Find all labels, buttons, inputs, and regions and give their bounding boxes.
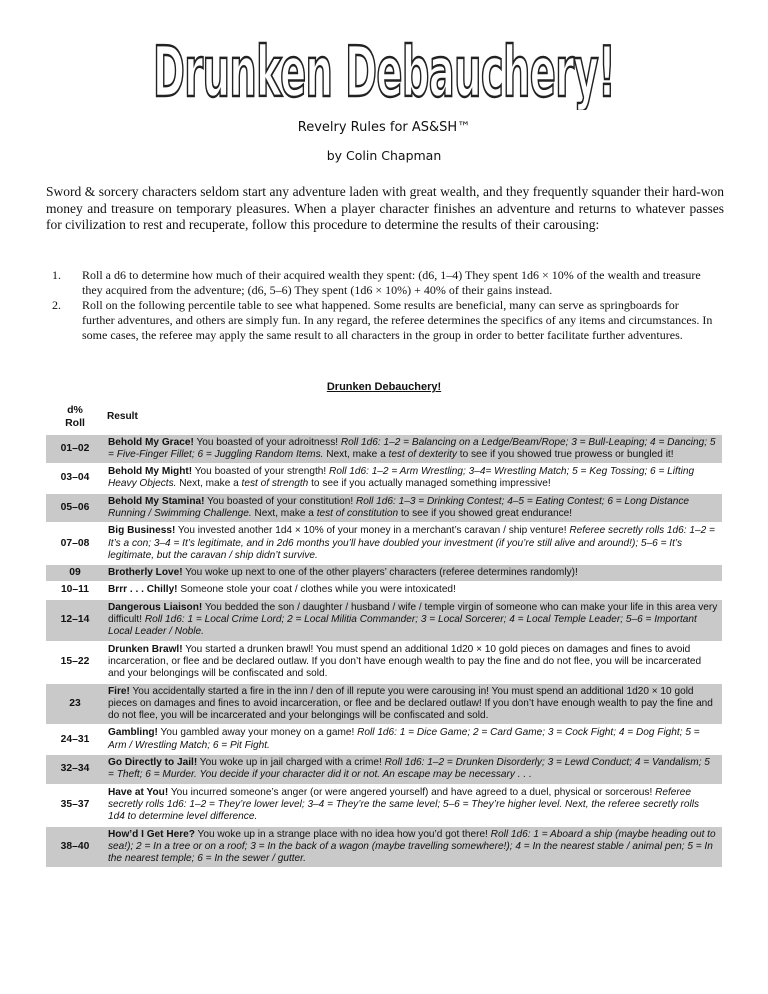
roll-range: 15–22 [46, 641, 104, 683]
roll-range: 38–40 [46, 826, 104, 867]
result-cell [104, 641, 722, 683]
result-text: to see if you showed true prowess or bungled it! [456, 448, 674, 460]
result-title: Have at You! [108, 786, 169, 798]
result-text: You boasted of your adroitness! [193, 436, 341, 448]
result-text: to see if you actually managed something impressive! [308, 478, 551, 490]
header-roll-line1: d% [67, 404, 83, 417]
result-title: Behold My Stamina! [108, 495, 205, 507]
roll-range: 05–06 [46, 493, 104, 523]
table-row [46, 683, 722, 725]
result-title: Drunken Brawl! [108, 643, 183, 655]
intro-paragraph: Sword & sorcery characters seldom start any adventure laden with great wealth, and they frequently squander their hard-won money and treasure on temporary pleasures. When a player character finishes an adventure and returns to whatever passes for civilization to rest and recuperate, follow this procedure to determine the results of their carousing: [46, 184, 724, 232]
table-row [46, 464, 722, 494]
italic-text: Roll 1d6: 1 = Aboard a ship (maybe heading out to sea!); 2 = In a tree or on a roof; 3 = In the back of a wagon (maybe travelling somewhere!); 4 = In the nearest stable / animal pen; 5 = In the nearest temple; 6 = In the sewer / gutter. [108, 828, 716, 865]
byline: by Colin Chapman [326, 148, 442, 163]
result-cell [104, 565, 722, 582]
header-roll [46, 400, 104, 434]
result-text: Next, make a [251, 507, 317, 519]
roll-range: 35–37 [46, 784, 104, 826]
roll-range: 10–11 [46, 582, 104, 599]
step-number: 2. [52, 298, 61, 312]
italic-text: Roll 1d6: 1–2 = Balancing on a Ledge/Beam/Rope; 3 = Bull-Leaping; 4 = Dancing; 5 = Five-Finger Fillet; 6 = Juggling Random Items. [108, 436, 716, 460]
procedure-step [52, 268, 714, 298]
italic-text: Roll 1d6: 1–2 = Arm Wrestling; 3–4= Wrestling Match; 5 = Keg Tossing; 6 = Lifting Heavy Objects. [108, 466, 695, 490]
result-text: Roll on the following percentile table to see what happened. Some results are beneficial, many can serve as springboards for further adventures, and others are simply fun. In any regard, the referee determines the specifics of any items and circumstances. In some cases, the referee may apply the same result to all characters in the group in order to better facilitate further adventures. [82, 298, 713, 342]
procedure-step [52, 298, 714, 343]
result-text: You woke up next to one of the other players’ characters (referee determines randomly)! [182, 567, 578, 579]
result-cell [104, 434, 722, 464]
italic-text: (d6, 5–6) [247, 283, 292, 297]
result-text: You bedded the son / daughter / husband / wife / temple virgin of someone who can make your life in this area very difficult! [108, 601, 718, 626]
result-text: You invested another 1d4 × 10% of your money in a merchant’s caravan / ship venture! [175, 525, 570, 537]
italic-text: test of strength [241, 478, 309, 490]
debauchery-table [46, 400, 722, 867]
italic-text: Roll 1d6: 1 = Dice Game; 2 = Card Game; 3 = Cock Fight; 4 = Dog Fight; 5 = Arm / Wrestling Match; 6 = Pit Fight. [108, 727, 700, 751]
result-text: You woke up in a strange place with no idea how you’d got there! [194, 828, 491, 840]
table-row [46, 434, 722, 464]
roll-range: 32–34 [46, 755, 104, 785]
result-title: How’d I Get Here? [108, 828, 195, 840]
table-row [46, 725, 722, 755]
table-row [46, 641, 722, 683]
step-number: 1. [52, 268, 61, 282]
table-body [46, 434, 722, 867]
roll-range: 24–31 [46, 725, 104, 755]
result-text: You incurred someone’s anger (or were angered yourself) and have agreed to a duel, physical or sorcerous! [168, 786, 656, 798]
result-text: They spent (1d6 × 10%) + 40% of their gains instead. [291, 283, 553, 297]
table-row [46, 784, 722, 826]
result-text: Next, make a [323, 448, 389, 460]
result-cell [104, 599, 722, 641]
header-result: Result [107, 410, 138, 422]
result-cell [104, 493, 722, 523]
header-roll-line2: Roll [65, 416, 85, 429]
italic-text: Referee secretly rolls 1d6: 1–2 = They’re lower level; 3–4 = They’re the same level; 5–6 = They’re higher level. Next, the referee secretly rolls 1d4 to determine level difference. [108, 786, 700, 823]
result-cell [104, 523, 722, 565]
result-cell [104, 582, 722, 599]
result-text: Roll a d6 to determine how much of their acquired wealth they spent: [82, 268, 419, 282]
result-title: Dangerous Liaison! [108, 601, 203, 613]
result-cell [104, 784, 722, 826]
table-caption: Drunken Debauchery! [326, 381, 442, 393]
italic-text: Referee secretly rolls 1d6: 1–2 = It’s a con; 3–4 = It’s legitimate, and in 2d6 months you’ll have doubled your investment (if you’re still alive and around!); 5–6 = It’s legitimate, but the caravan / ship didn’t survive. [108, 525, 715, 561]
result-text: They spent 1d6 × 10% of the wealth and treasure they acquired from the adventure; [82, 268, 701, 297]
italic-text: test of constitution [316, 507, 399, 519]
italic-text: Roll 1d6: 1–3 = Drinking Contest; 4–5 = Eating Contest; 6 = Long Distance Running / Swimming Challenge. [108, 495, 690, 519]
result-text: You boasted of your constitution! [204, 495, 356, 507]
result-cell [104, 683, 722, 725]
result-text: You boasted of your strength! [192, 466, 330, 478]
result-title: Brotherly Love! [108, 567, 183, 579]
result-title: Brrr . . . Chilly! [108, 584, 178, 596]
roll-range: 03–04 [46, 464, 104, 494]
italic-text: (d6, 1–4) [418, 268, 463, 282]
roll-range: 12–14 [46, 599, 104, 641]
table-row [46, 826, 722, 867]
table-header-row [46, 400, 722, 434]
result-title: Go Directly to Jail! [108, 757, 198, 769]
table-row [46, 599, 722, 641]
table-row [46, 523, 722, 565]
italic-text: Roll 1d6: 1 = Local Crime Lord; 2 = Local Militia Commander; 3 = Local Sorcerer; 4 = Local Temple Leader; 5–6 = Important Local Leader / Noble. [108, 614, 697, 638]
result-title: Big Business! [108, 525, 176, 537]
title-logo [148, 32, 620, 110]
result-cell [104, 464, 722, 494]
table-row [46, 582, 722, 599]
italic-text: test of dexterity [388, 448, 457, 460]
result-title: Fire! [108, 685, 130, 697]
result-text: Someone stole your coat / clothes while you were intoxicated! [177, 584, 456, 596]
procedure-steps [52, 268, 714, 343]
title-logo-text: Drunken Debauchery! [153, 32, 616, 110]
result-title: Behold My Might! [108, 466, 193, 478]
roll-range: 09 [46, 565, 104, 582]
result-text: You started a drunken brawl! You must spend an additional 1d20 × 10 gold pieces on damages and fines to avoid incarceration, or flee and be declared outlaw. If you don’t have enough wealth to pay the fine and do not flee, you will be incarcerated and your belongings will be confiscated and sold. [108, 643, 702, 680]
result-title: Gambling! [108, 727, 158, 739]
result-title: Behold My Grace! [108, 436, 194, 448]
result-text: Next, make a [176, 478, 242, 490]
result-cell [104, 755, 722, 785]
table-row [46, 755, 722, 785]
result-text: You gambled away your money on a game! [157, 727, 358, 739]
roll-range: 23 [46, 683, 104, 725]
result-text: to see if you showed great endurance! [398, 507, 573, 519]
result-text: You woke up in jail charged with a crime! [197, 757, 385, 769]
result-text: You accidentally started a fire in the inn / den of ill repute you were carousing in! You must spend an additional 1d20 × 10 gold pieces on damages and fines to avoid incarceration, or flee and be declared outlaw! If you don’t have enough wealth to pay the fine and do not flee, you will be incarcerated and your belongings will be confiscated and sold. [108, 685, 713, 722]
result-cell [104, 725, 722, 755]
result-cell [104, 826, 722, 867]
italic-text: Roll 1d6: 1–2 = Drunken Disorderly; 3 = Lewd Conduct; 4 = Vandalism; 5 = Theft; 6 = Murder. You decide if your character did it or not. An escape may be necessary . . . [108, 757, 710, 781]
table-row [46, 565, 722, 582]
subtitle: Revelry Rules for AS&SH™ [297, 120, 471, 135]
roll-range: 07–08 [46, 523, 104, 565]
roll-range: 01–02 [46, 434, 104, 464]
table-row [46, 493, 722, 523]
